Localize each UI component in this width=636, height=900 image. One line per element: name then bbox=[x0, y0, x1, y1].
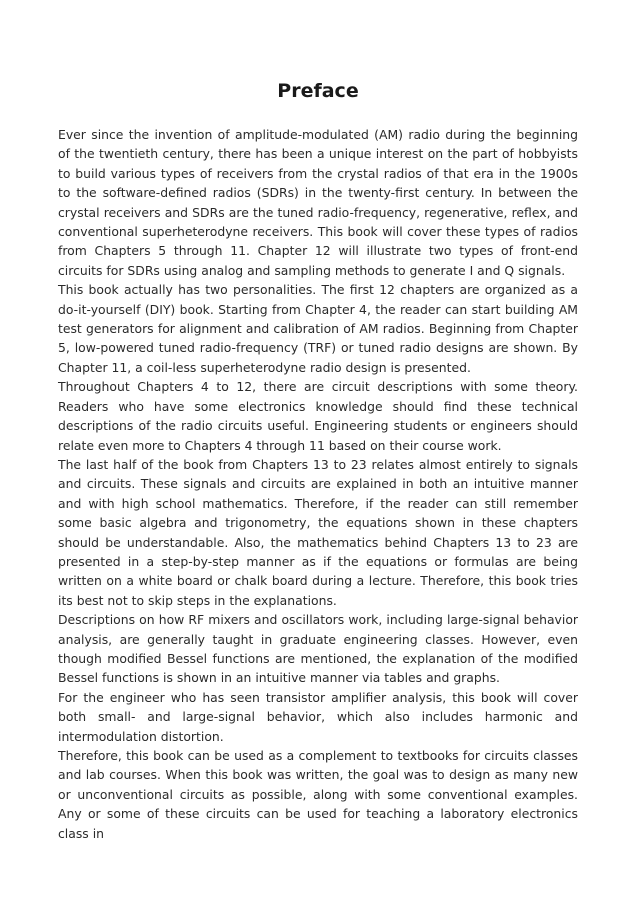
preface-body bbox=[58, 125, 578, 843]
paragraph-2: This book actually has two personalities. The first 12 chapters are organized as a do-it-yourself (DIY) book. Starting from Chapter 4, the reader can start building AM test generators for alignment and calibration of AM radios. Beginning from Chapter 5, low-powered tuned radio-frequency (TRF) or tuned radio designs are shown. By Chapter 11, a coil-less superheterodyne radio design is presented. bbox=[58, 282, 578, 375]
paragraph-1: Ever since the invention of amplitude-modulated (AM) radio during the beginning of the twentieth century, there has been a unique interest on the part of hobbyists to build various types of receivers from the crystal radios of that era in the 1900s to the software-defined radios (SDRs) in the twenty-first century. In between the crystal receivers and SDRs are the tuned radio-frequency, regenerative, reflex, and conventional superheterodyne receivers. This book will cover these types of radios from Chapters 5 through 11. Chapter 12 will illustrate two types of front-end circuits for SDRs using analog and sampling methods to generate I and Q signals. bbox=[58, 127, 578, 278]
paragraph-7: Therefore, this book can be used as a complement to textbooks for circuits classes and lab courses. When this book was written, the goal was to design as many new or unconventional circuits as possible, along with some conventional examples. Any or some of these circuits can be used for teaching a laboratory electronics class in bbox=[58, 748, 578, 841]
paragraph-5: Descriptions on how RF mixers and oscillators work, including large-signal behavior analysis, are generally taught in graduate engineering classes. However, even though modified Bessel functions are mentioned, the explanation of the modified Bessel functions is shown in an intuitive manner via tables and graphs. bbox=[58, 612, 578, 686]
paragraph-6: For the engineer who has seen transistor amplifier analysis, this book will cover both small- and large-signal behavior, which also includes harmonic and intermodulation distortion. bbox=[58, 689, 578, 744]
page-title: Preface bbox=[277, 80, 359, 102]
paragraph-4: The last half of the book from Chapters 13 to 23 relates almost entirely to signals and circuits. These signals and circuits are explained in both an intuitive manner and with high school mathematics. Therefore, if the reader can still remember some basic algebra and trigonometry, the equations shown in these chapters should be understandable. Also, the mathematics behind Chapters 13 to 23 are presented in a step-by-step manner as if the equations or formulas are being written on a white board or chalk board during a lecture. Therefore, this book tries its best not to skip steps in the explanations. bbox=[58, 456, 578, 608]
paragraph-3: Throughout Chapters 4 to 12, there are circuit descriptions with some theory. Readers who have some electronics knowledge should find these technical descriptions of the radio circuits useful. Engineering students or engineers should relate even more to Chapters 4 through 11 based on their course work. bbox=[58, 379, 578, 453]
